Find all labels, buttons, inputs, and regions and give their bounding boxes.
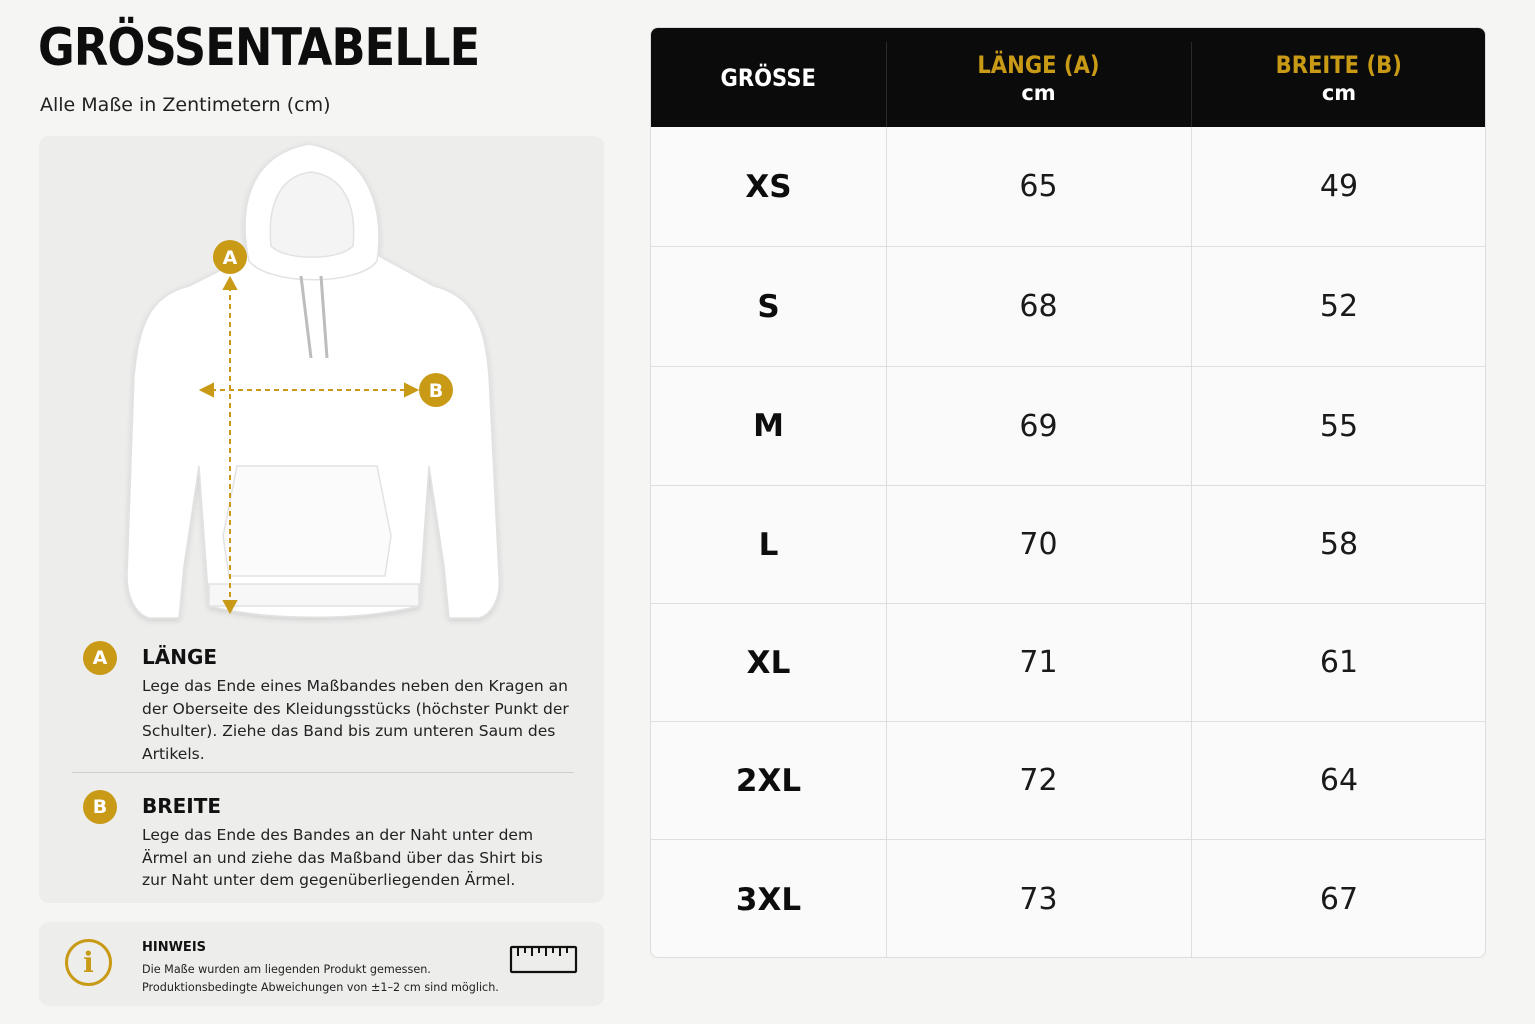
page-title: GRÖSSENTABELLE xyxy=(38,18,480,78)
cell-size: M xyxy=(753,408,784,444)
cell-size: XS xyxy=(745,168,792,205)
header-size xyxy=(651,28,886,127)
header-width-unit: cm xyxy=(1321,80,1357,105)
note-title: HINWEIS xyxy=(142,940,207,955)
note-line-2: Produktionsbedingte Abweichungen von ±1–2 cm sind möglich. xyxy=(142,980,499,994)
marker-a xyxy=(213,240,247,274)
cell-size: 2XL xyxy=(735,762,802,799)
cell-length: 68 xyxy=(1019,289,1058,324)
cell-width: 61 xyxy=(1319,645,1359,680)
cell-width: 52 xyxy=(1319,289,1359,324)
table-row xyxy=(651,840,1486,958)
table-row xyxy=(651,604,1486,722)
cell-length: 72 xyxy=(1019,763,1058,798)
legend-width-title: BREITE xyxy=(142,794,222,818)
header-length-unit: cm xyxy=(1021,80,1056,105)
header-length xyxy=(886,28,1191,127)
cell-length: 70 xyxy=(1019,527,1058,562)
cell-size: XL xyxy=(746,644,791,681)
hoodie-illustration xyxy=(39,136,604,626)
cell-length: 69 xyxy=(1019,408,1058,444)
cell-width: 58 xyxy=(1319,527,1359,562)
legend-width-text: Lege das Ende des Bandes an der Naht unter dem Ärmel an und ziehe das Maßband über das Shirt bis zur Naht unter dem gegenüberliegenden Ärmel. xyxy=(142,826,543,889)
header-length-label: LÄNGE (A) xyxy=(977,50,1100,79)
legend-length-title: LÄNGE xyxy=(142,645,218,669)
badge-a: A xyxy=(83,641,117,675)
note-text xyxy=(142,961,522,996)
cell-size: S xyxy=(757,288,780,325)
marker-b xyxy=(419,373,453,407)
note-line-1: Die Maße wurden am liegenden Produkt gemessen. xyxy=(142,963,431,976)
legend-divider xyxy=(72,772,574,773)
cell-width: 55 xyxy=(1319,408,1359,444)
page-subtitle: Alle Maße in Zentimetern (cm) xyxy=(40,94,331,116)
table-row xyxy=(651,127,1486,247)
cell-size: 3XL xyxy=(735,881,802,918)
cell-width: 64 xyxy=(1319,763,1359,798)
header-size-label: GRÖSSE xyxy=(720,63,817,92)
size-table xyxy=(650,27,1486,958)
legend-length-text: Lege das Ende eines Maßbandes neben den Kragen an der Oberseite des Kleidungsstücks (höchster Punkt der Schulter). Ziehe das Band bis zum unteren Saum des Artikels. xyxy=(142,677,569,763)
note-box xyxy=(39,922,604,1006)
table-row xyxy=(651,722,1486,840)
svg-text:A: A xyxy=(222,247,238,269)
info-icon: i xyxy=(65,939,112,986)
cell-length: 73 xyxy=(1019,882,1058,917)
measurement-guide-panel xyxy=(39,136,604,903)
table-row xyxy=(651,247,1486,367)
table-row xyxy=(651,486,1486,604)
svg-text:B: B xyxy=(428,380,444,402)
cell-length: 71 xyxy=(1019,645,1058,680)
table-header xyxy=(651,28,1486,127)
badge-b: B xyxy=(83,790,117,824)
ruler-icon xyxy=(509,944,579,976)
table-row xyxy=(651,367,1486,486)
cell-width: 67 xyxy=(1319,882,1359,917)
header-width-label: BREITE (B) xyxy=(1275,50,1403,79)
cell-length: 65 xyxy=(1019,169,1058,204)
header-width xyxy=(1191,28,1486,127)
cell-width: 49 xyxy=(1319,169,1359,204)
cell-size: L xyxy=(758,526,779,563)
